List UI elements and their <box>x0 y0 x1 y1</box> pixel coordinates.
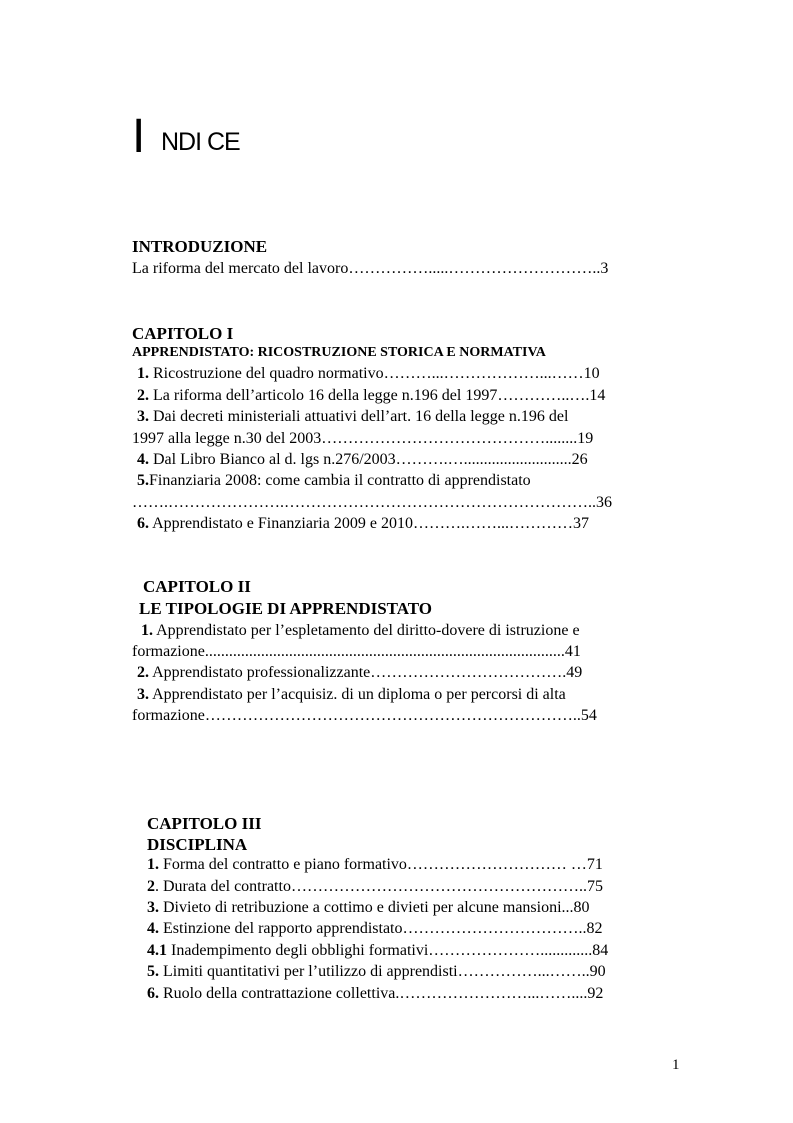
intro-heading: INTRODUZIONE <box>132 237 268 256</box>
toc-entry-continuation[interactable] <box>132 495 612 511</box>
toc-entry-text: Apprendistato per l’espletamento del diritto-dovere di istruzione e <box>153 622 580 639</box>
toc-entry-text: . Durata del contratto………………………………………………..75 <box>155 878 603 895</box>
toc-entry-text: Apprendistato professionalizzante……………………………….49 <box>149 664 583 681</box>
toc-entry-number: 1. <box>147 856 159 873</box>
toc-entry-text: Ruolo della contrattazione collettiva.……………………...……....92 <box>159 985 604 1002</box>
toc-entry-text: Dal Libro Bianco al d. lgs n.276/2003……….…...........................26 <box>149 451 588 468</box>
toc-entry[interactable] <box>137 388 605 404</box>
chapter-1-heading: CAPITOLO I <box>132 324 234 343</box>
toc-entry-continuation[interactable] <box>132 431 593 447</box>
toc-entry-text: Estinzione del rapporto apprendistato……………………………..82 <box>159 920 603 937</box>
toc-entry-continuation[interactable] <box>132 644 581 660</box>
toc-entry-number: 3. <box>137 686 149 703</box>
toc-entry-text: Divieto di retribuzione a cottimo e divieti per alcune mansioni...80 <box>159 899 590 916</box>
toc-entry-number: 6. <box>137 515 149 532</box>
toc-entry[interactable] <box>137 516 589 532</box>
intro-line: La riforma del mercato del lavoro…………….....………………………..3 <box>132 260 609 277</box>
toc-entry-text: Forma del contratto e piano formativo………………………… …71 <box>159 856 603 873</box>
toc-entry-number: 2 <box>147 878 155 895</box>
toc-entry-text: Inadempimento degli obblighi formativi………………….............84 <box>167 942 609 959</box>
toc-entry[interactable] <box>137 687 566 703</box>
chapter-2-heading: CAPITOLO II <box>143 577 251 596</box>
toc-entry-number: 1. <box>141 622 153 639</box>
toc-entry[interactable] <box>147 986 603 1002</box>
toc-entry-text: Limiti quantitativi per l’utilizzo di apprendisti……………...……..90 <box>159 963 606 980</box>
toc-entry-text: Finanziaria 2008: come cambia il contratto di apprendistato <box>149 472 531 489</box>
toc-entry[interactable] <box>147 879 603 895</box>
toc-entry[interactable] <box>137 665 582 681</box>
toc-entry-text: …….………………….…………………………………………………..36 <box>132 494 612 511</box>
chapter-3-heading: CAPITOLO III <box>147 814 262 833</box>
chapter-1-subheading: APPRENDISTATO: RICOSTRUZIONE STORICA E NORMATIVA <box>132 345 546 360</box>
toc-entry-number: 2. <box>137 387 149 404</box>
toc-entry-number: 5. <box>137 472 149 489</box>
toc-entry-text: Apprendistato e Finanziaria 2009 e 2010……….……...…………37 <box>149 515 589 532</box>
toc-entry[interactable] <box>147 857 603 873</box>
toc-entry[interactable] <box>147 964 606 980</box>
page-title-initial: I <box>132 110 146 163</box>
toc-entry[interactable] <box>137 452 588 468</box>
toc-entry[interactable] <box>147 943 608 959</box>
page-title-rest: NDI CE <box>161 128 240 156</box>
toc-entry-text: 1997 alla legge n.30 del 2003……………………………………........19 <box>132 430 594 447</box>
toc-entry-text: Apprendistato per l’acquisiz. di un diploma o per percorsi di alta <box>149 686 566 703</box>
toc-entry[interactable] <box>141 623 580 639</box>
toc-entry-text: formazione……………………………………………………………..54 <box>132 707 597 724</box>
toc-entry[interactable] <box>137 409 568 425</box>
chapter-3-subheading: DISCIPLINA <box>147 835 248 854</box>
toc-entry[interactable] <box>147 921 602 937</box>
toc-entry-number: 5. <box>147 963 159 980</box>
toc-entry-number: 4.1 <box>147 942 167 959</box>
toc-entry-text: La riforma dell’articolo 16 della legge n.196 del 1997…………..….14 <box>149 387 606 404</box>
toc-entry-text: Ricostruzione del quadro normativo………...………………...……10 <box>149 365 600 382</box>
toc-entry[interactable] <box>147 900 590 916</box>
toc-entry-number: 4. <box>137 451 149 468</box>
toc-entry-number: 6. <box>147 985 159 1002</box>
toc-entry-continuation[interactable] <box>132 708 597 724</box>
toc-entry-number: 3. <box>137 408 149 425</box>
toc-entry-text: formazione..........................................................................................41 <box>132 643 581 660</box>
toc-entry-number: 1. <box>137 365 149 382</box>
toc-entry[interactable] <box>137 366 600 382</box>
toc-entry-number: 2. <box>137 664 149 681</box>
toc-entry-number: 3. <box>147 899 159 916</box>
chapter-2-subheading: LE TIPOLOGIE DI APPRENDISTATO <box>139 599 433 618</box>
toc-entry-number: 4. <box>147 920 159 937</box>
toc-entry-text: Dai decreti ministeriali attuativi dell’art. 16 della legge n.196 del <box>149 408 569 425</box>
page-number: 1 <box>672 1057 680 1073</box>
toc-entry[interactable] <box>137 473 680 489</box>
